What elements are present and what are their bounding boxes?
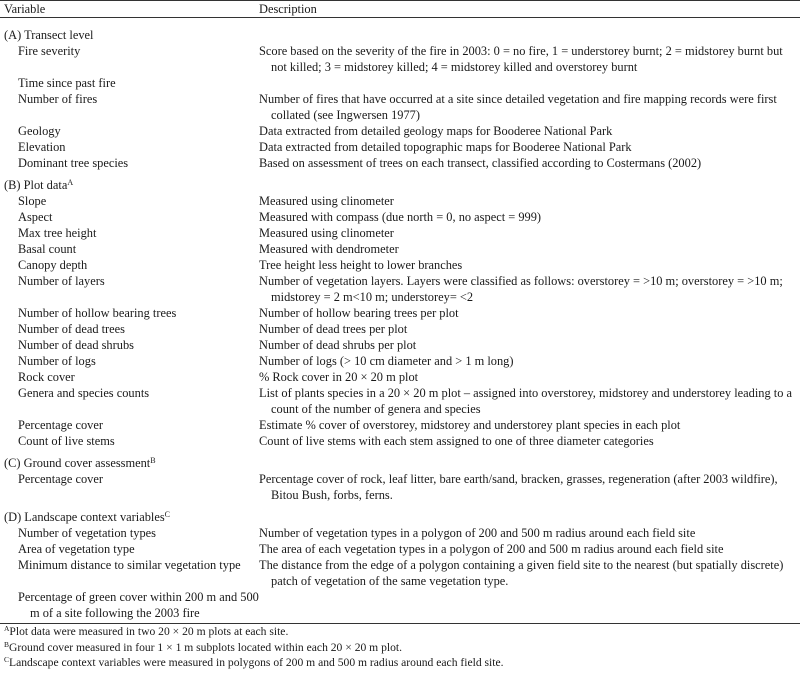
variable-cell xyxy=(0,369,259,385)
table-row xyxy=(0,305,800,321)
section-spacer xyxy=(259,449,800,471)
table-row xyxy=(0,589,800,624)
variable-name: Number of hollow bearing trees xyxy=(18,306,177,320)
variable-description: Measured with dendrometer xyxy=(259,242,399,256)
variable-name: Count of live stems xyxy=(18,434,115,448)
description-cell xyxy=(259,557,800,589)
variable-cell xyxy=(0,273,259,305)
variable-cell xyxy=(0,209,259,225)
description-cell xyxy=(259,273,800,305)
variable-description: The area of each vegetation types in a polygon of 200 and 500 m radius around each field site xyxy=(259,542,724,556)
section-title-text: (B) Plot data xyxy=(4,178,68,192)
description-cell xyxy=(259,471,800,503)
variable-cell xyxy=(0,541,259,557)
table-row xyxy=(0,471,800,503)
description-cell xyxy=(259,155,800,171)
footnote-mark: A xyxy=(4,624,10,633)
table-body xyxy=(0,18,800,624)
variable-cell xyxy=(0,155,259,171)
table-row xyxy=(0,321,800,337)
variable-cell xyxy=(0,417,259,433)
variable-name: Area of vegetation type xyxy=(18,542,135,556)
table-header xyxy=(0,1,800,18)
description-cell xyxy=(259,369,800,385)
variable-name: Genera and species counts xyxy=(18,386,150,400)
variable-cell xyxy=(0,525,259,541)
section-title-text: (A) Transect level xyxy=(4,28,94,42)
variable-name: Canopy depth xyxy=(18,258,88,272)
variable-description: Number of dead trees per plot xyxy=(259,322,408,336)
variable-name: Number of vegetation types xyxy=(18,526,156,540)
section-row-d xyxy=(0,503,800,525)
variable-description: Data extracted from detailed geology maps for Booderee National Park xyxy=(259,124,613,138)
table-footnotes xyxy=(4,624,794,671)
variable-name: Number of dead shrubs xyxy=(18,338,134,352)
variable-name: Percentage cover xyxy=(18,472,103,486)
variable-description: Number of dead shrubs per plot xyxy=(259,338,417,352)
section-title xyxy=(0,171,259,193)
footnote-text: Landscape context variables were measured in polygons of 200 m and 500 m radius around each field site. xyxy=(9,656,504,669)
table-row xyxy=(0,91,800,123)
table-row xyxy=(0,257,800,273)
variable-cell xyxy=(0,589,259,624)
variable-description: Percentage cover of rock, leaf litter, bare earth/sand, bracken, grasses, regeneration (after 2003 wildfire), Bitou Bush, forbs, ferns. xyxy=(259,472,778,502)
description-cell xyxy=(259,385,800,417)
variable-cell xyxy=(0,557,259,589)
description-cell xyxy=(259,525,800,541)
table-row xyxy=(0,43,800,75)
variable-cell xyxy=(0,337,259,353)
table-row xyxy=(0,369,800,385)
table-row xyxy=(0,75,800,91)
footnote-mark: C xyxy=(4,655,10,664)
variable-name: Max tree height xyxy=(18,226,97,240)
description-cell xyxy=(259,225,800,241)
variable-description: Count of live stems with each stem assigned to one of three diameter categories xyxy=(259,434,654,448)
variable-description: Number of vegetation types in a polygon of 200 and 500 m radius around each field site xyxy=(259,526,696,540)
variable-cell xyxy=(0,321,259,337)
footnote-mark: B xyxy=(4,639,10,649)
description-cell xyxy=(259,209,800,225)
variable-cell xyxy=(0,193,259,209)
footnote-marker: A xyxy=(67,178,74,187)
description-cell xyxy=(259,91,800,123)
section-title xyxy=(0,449,259,471)
variable-cell xyxy=(0,123,259,139)
variable-cell xyxy=(0,433,259,449)
variable-description: Number of logs (> 10 cm diameter and > 1 m long) xyxy=(259,354,514,368)
variable-name: Dominant tree species xyxy=(18,156,129,170)
variable-description: Number of vegetation layers. Layers were classified as follows: overstorey = >10 m; overstorey = >10 m; midstorey = 2 m<10 m; understorey= <2 xyxy=(259,274,783,304)
variable-cell xyxy=(0,471,259,503)
variable-cell xyxy=(0,139,259,155)
variable-name: Number of dead trees xyxy=(18,322,125,336)
variable-name: Basal count xyxy=(18,242,77,256)
variable-name: Slope xyxy=(18,194,47,208)
section-title xyxy=(0,503,259,525)
footnote-text: Ground cover measured in four 1 × 1 m subplots located within each 20 × 20 m plot. xyxy=(9,640,403,654)
variable-name: Aspect xyxy=(18,210,53,224)
variable-description: Based on assessment of trees on each transect, classified according to Costermans (2002) xyxy=(259,156,702,170)
variable-cell xyxy=(0,353,259,369)
table-row xyxy=(0,433,800,449)
footnote xyxy=(4,640,794,656)
description-cell xyxy=(259,417,800,433)
variable-name: Fire severity xyxy=(18,44,81,58)
table-row xyxy=(0,193,800,209)
variable-description: % Rock cover in 20 × 20 m plot xyxy=(259,370,419,384)
variable-name: Number of layers xyxy=(18,274,105,288)
variable-description: List of plants species in a 20 × 20 m plot – assigned into overstorey, midstorey and understorey leading to a count of the number of genera and species xyxy=(259,386,793,416)
variable-description: Measured with compass (due north = 0, no aspect = 999) xyxy=(259,210,542,224)
variable-description: Measured using clinometer xyxy=(259,194,394,208)
section-row-a xyxy=(0,18,800,44)
variable-name: Elevation xyxy=(18,140,66,154)
variable-description: Measured using clinometer xyxy=(259,226,394,240)
table-row xyxy=(0,139,800,155)
variable-name: Number of fires xyxy=(18,92,98,106)
table-row xyxy=(0,155,800,171)
variable-cell xyxy=(0,75,259,91)
description-cell xyxy=(259,257,800,273)
section-row-c xyxy=(0,449,800,471)
table-row xyxy=(0,337,800,353)
variable-cell xyxy=(0,91,259,123)
table-row xyxy=(0,273,800,305)
section-title-text: (D) Landscape context variables xyxy=(4,510,165,524)
description-cell xyxy=(259,541,800,557)
table-row xyxy=(0,557,800,589)
variable-description: Estimate % cover of overstorey, midstorey and understorey plant species in each plot xyxy=(259,418,681,432)
section-title xyxy=(0,18,259,44)
table-row xyxy=(0,541,800,557)
description-cell xyxy=(259,75,800,91)
table-row xyxy=(0,525,800,541)
variable-cell xyxy=(0,257,259,273)
footnote-text: Plot data were measured in two 20 × 20 m plots at each site. xyxy=(9,625,289,638)
table-row xyxy=(0,353,800,369)
variable-description: Data extracted from detailed topographic maps for Booderee National Park xyxy=(259,140,632,154)
table-row xyxy=(0,417,800,433)
footnote-marker: B xyxy=(150,456,156,465)
table-row xyxy=(0,241,800,257)
footnote-marker: C xyxy=(164,510,171,519)
description-cell xyxy=(259,43,800,75)
table-row xyxy=(0,123,800,139)
description-cell xyxy=(259,321,800,337)
variable-description: Number of fires that have occurred at a site since detailed vegetation and fire mapping records were first collated (see Ingwersen 1977) xyxy=(259,92,777,122)
description-cell xyxy=(259,139,800,155)
description-cell xyxy=(259,337,800,353)
variable-description: Tree height less height to lower branches xyxy=(259,258,463,272)
description-cell xyxy=(259,305,800,321)
header-description: Description xyxy=(259,2,317,16)
section-spacer xyxy=(259,503,800,525)
section-spacer xyxy=(259,18,800,44)
variable-description: Number of hollow bearing trees per plot xyxy=(259,306,459,320)
variable-name: Percentage cover xyxy=(18,418,103,432)
footnote xyxy=(4,655,794,671)
description-cell xyxy=(259,353,800,369)
variable-cell xyxy=(0,241,259,257)
description-cell xyxy=(259,193,800,209)
variable-name: Percentage of green cover within 200 m and 500 m of a site following the 2003 fire xyxy=(18,590,259,620)
description-cell xyxy=(259,589,800,624)
variable-name: Minimum distance to similar vegetation type xyxy=(18,558,241,572)
variable-cell xyxy=(0,305,259,321)
table-row xyxy=(0,225,800,241)
variable-description: The distance from the edge of a polygon containing a given field site to the nearest (but spatially discrete) patch of vegetation of the same vegetation type. xyxy=(259,558,784,588)
header-row xyxy=(0,1,800,18)
description-cell xyxy=(259,241,800,257)
section-title-text: (C) Ground cover assessment xyxy=(4,456,151,470)
variable-cell xyxy=(0,43,259,75)
variable-cell xyxy=(0,385,259,417)
variable-name: Rock cover xyxy=(18,370,75,384)
table-row xyxy=(0,209,800,225)
variable-name: Time since past fire xyxy=(18,76,116,90)
variable-description: Score based on the severity of the fire in 2003: 0 = no fire, 1 = understorey burnt; 2 = midstorey burnt but not killed; 3 = midstorey killed; 4 = midstorey killed and overstorey burnt xyxy=(259,44,783,74)
description-cell xyxy=(259,123,800,139)
variable-name: Number of logs xyxy=(18,354,96,368)
section-row-b xyxy=(0,171,800,193)
description-cell xyxy=(259,433,800,449)
table-row xyxy=(0,385,800,417)
variable-cell xyxy=(0,225,259,241)
footnote xyxy=(4,624,794,640)
section-spacer xyxy=(259,171,800,193)
header-variable: Variable xyxy=(4,2,46,16)
variable-name: Geology xyxy=(18,124,61,138)
